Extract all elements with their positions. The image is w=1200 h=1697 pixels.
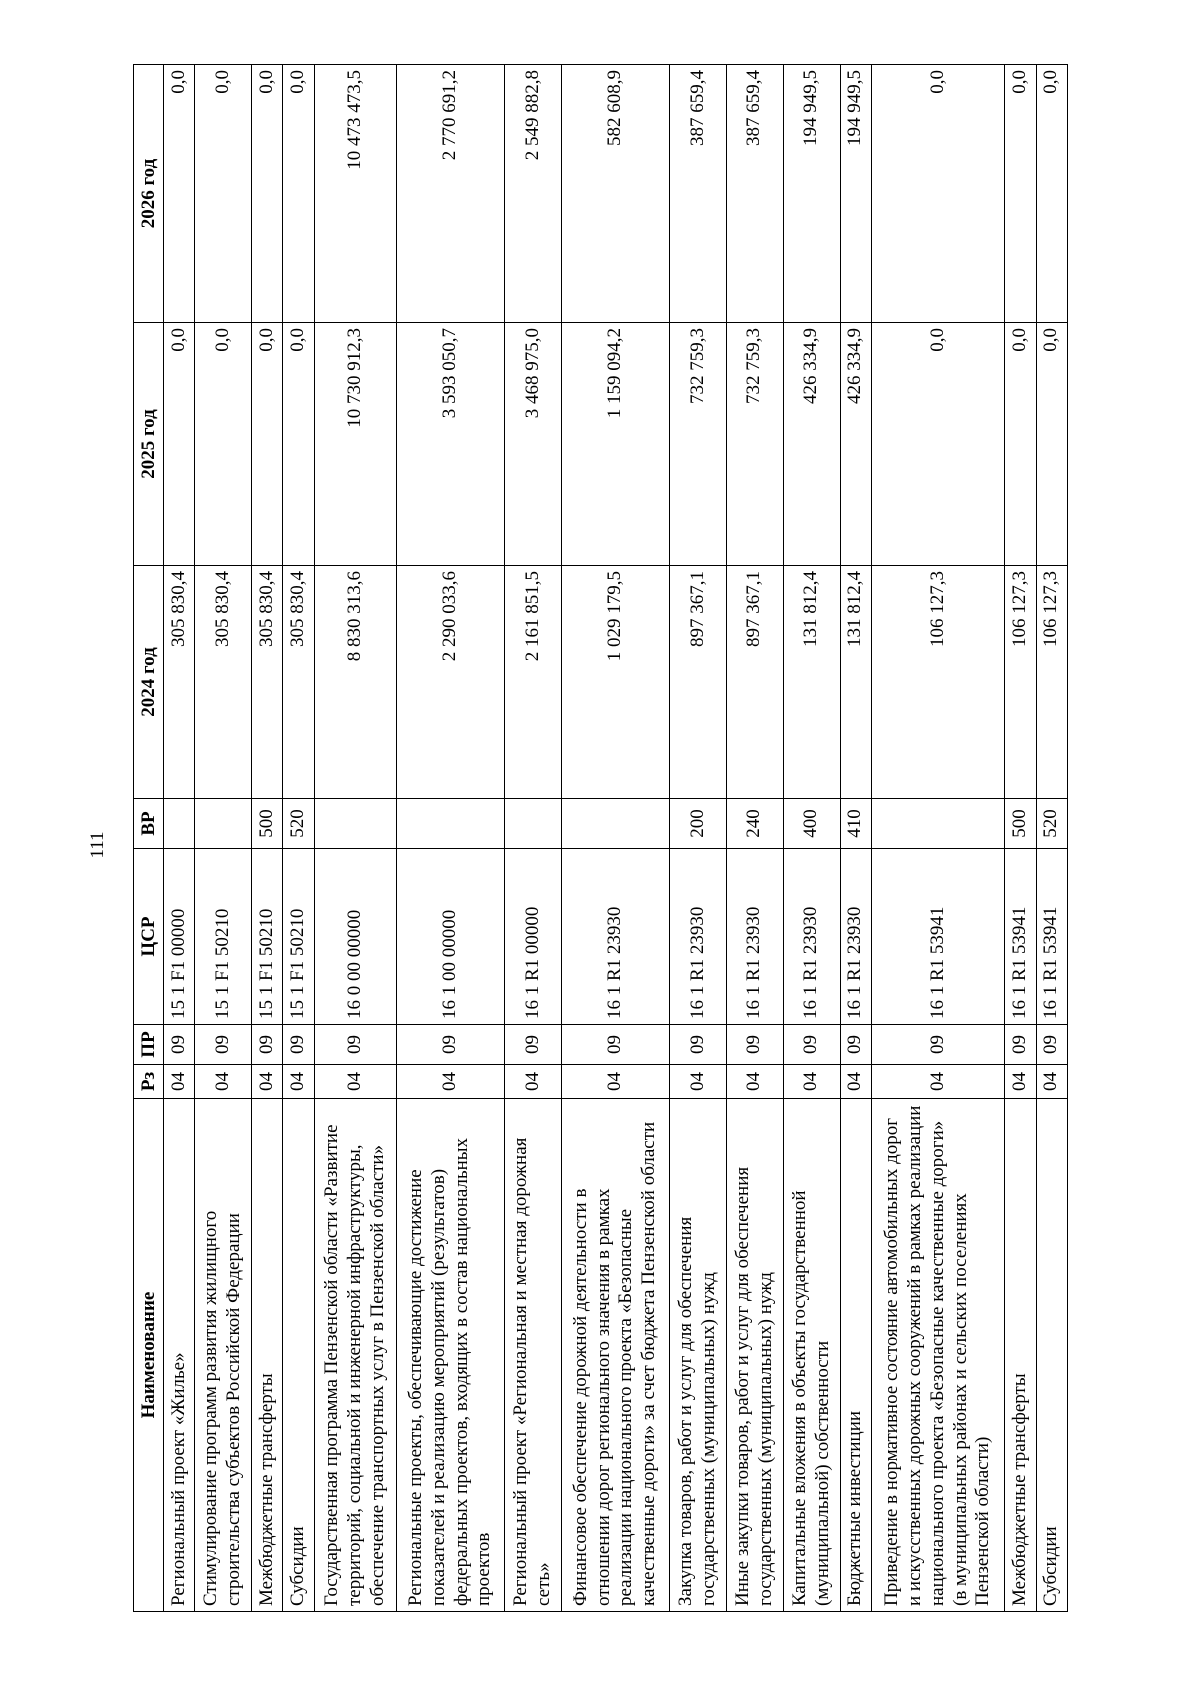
row-name: Иные закупки товаров, работ и услуг для обеспечения государственных (муниципальных) нужд <box>726 1099 783 1612</box>
rotated-table-container <box>133 65 1068 1612</box>
row-2025: 0,0 <box>164 323 195 566</box>
row-name: Бюджетные инвестиции <box>840 1099 871 1612</box>
row-2026: 387 659,4 <box>670 65 727 323</box>
row-2025: 10 730 912,3 <box>314 323 396 566</box>
row-2026: 2 770 691,2 <box>397 65 505 323</box>
row-rz: 04 <box>252 1065 283 1099</box>
row-rz: 04 <box>283 1065 314 1099</box>
row-2025: 426 334,9 <box>783 323 840 566</box>
row-csr: 16 1 R1 23930 <box>726 849 783 1025</box>
row-rz: 04 <box>561 1065 669 1099</box>
row-pr: 09 <box>840 1025 871 1065</box>
row-2024: 897 367,1 <box>670 566 727 799</box>
row-2024: 2 161 851,5 <box>505 566 562 799</box>
header-row <box>134 65 164 1612</box>
row-pr: 09 <box>561 1025 669 1065</box>
table-row <box>561 65 669 1612</box>
row-name: Закупка товаров, работ и услуг для обеспечения государственных (муниципальных) нужд <box>670 1099 727 1612</box>
row-2025: 0,0 <box>1036 323 1067 566</box>
table-row <box>840 65 871 1612</box>
row-rz: 04 <box>505 1065 562 1099</box>
page-number: 111 <box>87 831 108 859</box>
table-row <box>397 65 505 1612</box>
row-vr: 520 <box>283 799 314 849</box>
row-2026: 0,0 <box>252 65 283 323</box>
row-vr <box>505 799 562 849</box>
table-row <box>283 65 314 1612</box>
row-csr: 16 1 R1 53941 <box>1005 849 1036 1025</box>
row-rz: 04 <box>195 1065 252 1099</box>
row-csr: 15 1 F1 50210 <box>283 849 314 1025</box>
row-vr: 500 <box>1005 799 1036 849</box>
row-rz: 04 <box>1036 1065 1067 1099</box>
row-rz: 04 <box>726 1065 783 1099</box>
row-pr: 09 <box>195 1025 252 1065</box>
row-name: Межбюджетные трансферты <box>252 1099 283 1612</box>
row-2026: 0,0 <box>164 65 195 323</box>
table-row <box>314 65 396 1612</box>
table-row <box>783 65 840 1612</box>
budget-table <box>133 64 1068 1612</box>
row-2024: 131 812,4 <box>783 566 840 799</box>
row-pr: 09 <box>505 1025 562 1065</box>
row-vr: 200 <box>670 799 727 849</box>
table-row <box>670 65 727 1612</box>
row-name: Региональный проект «Жилье» <box>164 1099 195 1612</box>
row-csr: 15 1 F1 00000 <box>164 849 195 1025</box>
row-name: Приведение в нормативное состояние автомобильных дорог и искусственных дорожных сооружений в рамках реализации национального проекта «Безопасные качественные дороги» (в муниципальных районах и сельских поселениях Пензенской области) <box>871 1099 1005 1612</box>
row-2025: 1 159 094,2 <box>561 323 669 566</box>
row-2026: 10 473 473,5 <box>314 65 396 323</box>
row-2026: 2 549 882,8 <box>505 65 562 323</box>
row-csr: 16 0 00 00000 <box>314 849 396 1025</box>
row-2026: 0,0 <box>1005 65 1036 323</box>
row-pr: 09 <box>397 1025 505 1065</box>
header-2026: 2026 год <box>134 65 164 323</box>
table-row <box>726 65 783 1612</box>
row-pr: 09 <box>871 1025 1005 1065</box>
row-name: Субсидии <box>283 1099 314 1612</box>
row-name: Финансовое обеспечение дорожной деятельности в отношении дорог регионального значения в рамках реализации национального проекта «Безопасные качественные дороги» за счет бюджета Пензенской области <box>561 1099 669 1612</box>
row-2026: 0,0 <box>195 65 252 323</box>
row-vr: 410 <box>840 799 871 849</box>
row-rz: 04 <box>1005 1065 1036 1099</box>
row-2026: 194 949,5 <box>840 65 871 323</box>
table-row <box>871 65 1005 1612</box>
row-csr: 15 1 F1 50210 <box>195 849 252 1025</box>
row-vr <box>397 799 505 849</box>
row-2026: 194 949,5 <box>783 65 840 323</box>
row-name: Капитальные вложения в объекты государственной (муниципальной) собственности <box>783 1099 840 1612</box>
row-rz: 04 <box>670 1065 727 1099</box>
row-2024: 106 127,3 <box>1005 566 1036 799</box>
row-rz: 04 <box>314 1065 396 1099</box>
header-csr: ЦСР <box>134 849 164 1025</box>
row-vr: 500 <box>252 799 283 849</box>
row-pr: 09 <box>726 1025 783 1065</box>
row-2025: 732 759,3 <box>726 323 783 566</box>
row-2024: 8 830 313,6 <box>314 566 396 799</box>
header-vr: ВР <box>134 799 164 849</box>
row-2026: 582 608,9 <box>561 65 669 323</box>
row-rz: 04 <box>164 1065 195 1099</box>
row-rz: 04 <box>783 1065 840 1099</box>
row-pr: 09 <box>164 1025 195 1065</box>
row-vr <box>561 799 669 849</box>
row-rz: 04 <box>871 1065 1005 1099</box>
row-csr: 16 1 R1 53941 <box>871 849 1005 1025</box>
row-2024: 131 812,4 <box>840 566 871 799</box>
row-2025: 732 759,3 <box>670 323 727 566</box>
table-row <box>1005 65 1036 1612</box>
row-pr: 09 <box>283 1025 314 1065</box>
row-2025: 0,0 <box>195 323 252 566</box>
row-2024: 305 830,4 <box>252 566 283 799</box>
row-2025: 3 468 975,0 <box>505 323 562 566</box>
row-2025: 0,0 <box>283 323 314 566</box>
row-name: Государственная программа Пензенской области «Развитие территорий, социальной и инженерной инфраструктуры, обеспечение транспортных услуг в Пензенской области» <box>314 1099 396 1612</box>
row-name: Региональные проекты, обеспечивающие достижение показателей и реализацию мероприятий (результатов) федеральных проектов, входящих в состав национальных проектов <box>397 1099 505 1612</box>
row-2024: 897 367,1 <box>726 566 783 799</box>
header-pr: ПР <box>134 1025 164 1065</box>
rotated-table-frame <box>133 65 1068 1612</box>
row-csr: 16 1 R1 23930 <box>840 849 871 1025</box>
row-2026: 0,0 <box>283 65 314 323</box>
row-2025: 0,0 <box>1005 323 1036 566</box>
row-vr <box>871 799 1005 849</box>
row-2025: 0,0 <box>252 323 283 566</box>
row-2024: 305 830,4 <box>283 566 314 799</box>
row-2024: 106 127,3 <box>1036 566 1067 799</box>
row-csr: 16 1 R1 23930 <box>561 849 669 1025</box>
row-vr <box>164 799 195 849</box>
table-row <box>1036 65 1067 1612</box>
table-row <box>195 65 252 1612</box>
row-csr: 16 1 R1 23930 <box>783 849 840 1025</box>
header-2024: 2024 год <box>134 566 164 799</box>
row-vr: 520 <box>1036 799 1067 849</box>
row-vr <box>195 799 252 849</box>
row-csr: 16 1 R1 53941 <box>1036 849 1067 1025</box>
row-csr: 15 1 F1 50210 <box>252 849 283 1025</box>
row-vr <box>314 799 396 849</box>
row-rz: 04 <box>840 1065 871 1099</box>
row-name: Субсидии <box>1036 1099 1067 1612</box>
row-csr: 16 1 R1 23930 <box>670 849 727 1025</box>
row-vr: 240 <box>726 799 783 849</box>
row-2025: 426 334,9 <box>840 323 871 566</box>
row-csr: 16 1 00 00000 <box>397 849 505 1025</box>
row-2026: 387 659,4 <box>726 65 783 323</box>
row-pr: 09 <box>1005 1025 1036 1065</box>
row-2024: 1 029 179,5 <box>561 566 669 799</box>
table-row <box>252 65 283 1612</box>
row-2025: 3 593 050,7 <box>397 323 505 566</box>
row-2025: 0,0 <box>871 323 1005 566</box>
header-rz: Рз <box>134 1065 164 1099</box>
row-name: Региональный проект «Региональная и местная дорожная сеть» <box>505 1099 562 1612</box>
row-vr: 400 <box>783 799 840 849</box>
row-pr: 09 <box>1036 1025 1067 1065</box>
row-2024: 305 830,4 <box>195 566 252 799</box>
row-rz: 04 <box>397 1065 505 1099</box>
row-2024: 2 290 033,6 <box>397 566 505 799</box>
row-pr: 09 <box>252 1025 283 1065</box>
row-pr: 09 <box>314 1025 396 1065</box>
row-2024: 305 830,4 <box>164 566 195 799</box>
table-row <box>164 65 195 1612</box>
row-pr: 09 <box>783 1025 840 1065</box>
row-2026: 0,0 <box>1036 65 1067 323</box>
row-csr: 16 1 R1 00000 <box>505 849 562 1025</box>
row-name: Стимулирование программ развития жилищного строительства субъектов Российской Федерации <box>195 1099 252 1612</box>
row-2026: 0,0 <box>871 65 1005 323</box>
header-2025: 2025 год <box>134 323 164 566</box>
row-2024: 106 127,3 <box>871 566 1005 799</box>
table-row <box>505 65 562 1612</box>
row-name: Межбюджетные трансферты <box>1005 1099 1036 1612</box>
row-pr: 09 <box>670 1025 727 1065</box>
header-name: Наименование <box>134 1099 164 1612</box>
